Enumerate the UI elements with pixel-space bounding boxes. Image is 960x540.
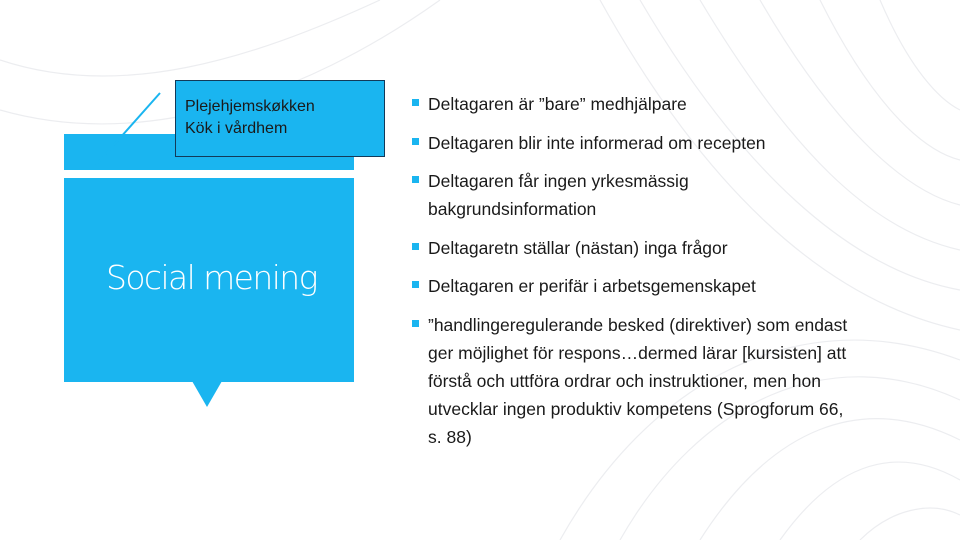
bullet-text: Deltagaren är ”bare” medhjälpare — [428, 94, 687, 114]
square-bullet-icon — [412, 99, 419, 106]
bullet-text: Deltagaren er perifär i arbetsgemenskapet — [428, 276, 756, 296]
bullet-item — [410, 234, 860, 262]
bullet-item — [410, 129, 860, 157]
bullet-text: Deltagaren blir inte informerad om recepten — [428, 132, 766, 153]
square-bullet-icon — [412, 176, 419, 183]
bullet-item — [410, 167, 860, 223]
slide-heading: Social mening — [106, 258, 317, 297]
bullet-text: Deltagaretn ställar (nästan) inga frågor — [428, 237, 728, 258]
bullet-list — [410, 90, 860, 461]
label-swedish: Kök i vårdhem — [185, 120, 288, 137]
bullet-text: Deltagaren får ingen yrkesmässig bakgrundsinformation — [428, 171, 689, 219]
label-danish: Plejehjemskøkken — [185, 98, 315, 115]
square-bullet-icon — [412, 243, 419, 250]
square-bullet-icon — [412, 320, 419, 327]
square-bullet-icon — [412, 138, 419, 145]
bullet-text: ”handlingeregulerande besked (direktiver) som endast ger möjlighet för respons…dermed lärar [kursisten] att förstå och uttföra ordrar och instruktioner, men hon utvecklar ingen produktiv kompetens (Sprogforum 66, s. 88) — [428, 314, 848, 447]
bullet-item — [410, 272, 860, 300]
location-label-box — [175, 80, 385, 157]
square-bullet-icon — [412, 281, 419, 288]
panel-pointer — [192, 381, 222, 407]
bullet-item — [410, 90, 860, 118]
bullet-item — [410, 311, 860, 451]
